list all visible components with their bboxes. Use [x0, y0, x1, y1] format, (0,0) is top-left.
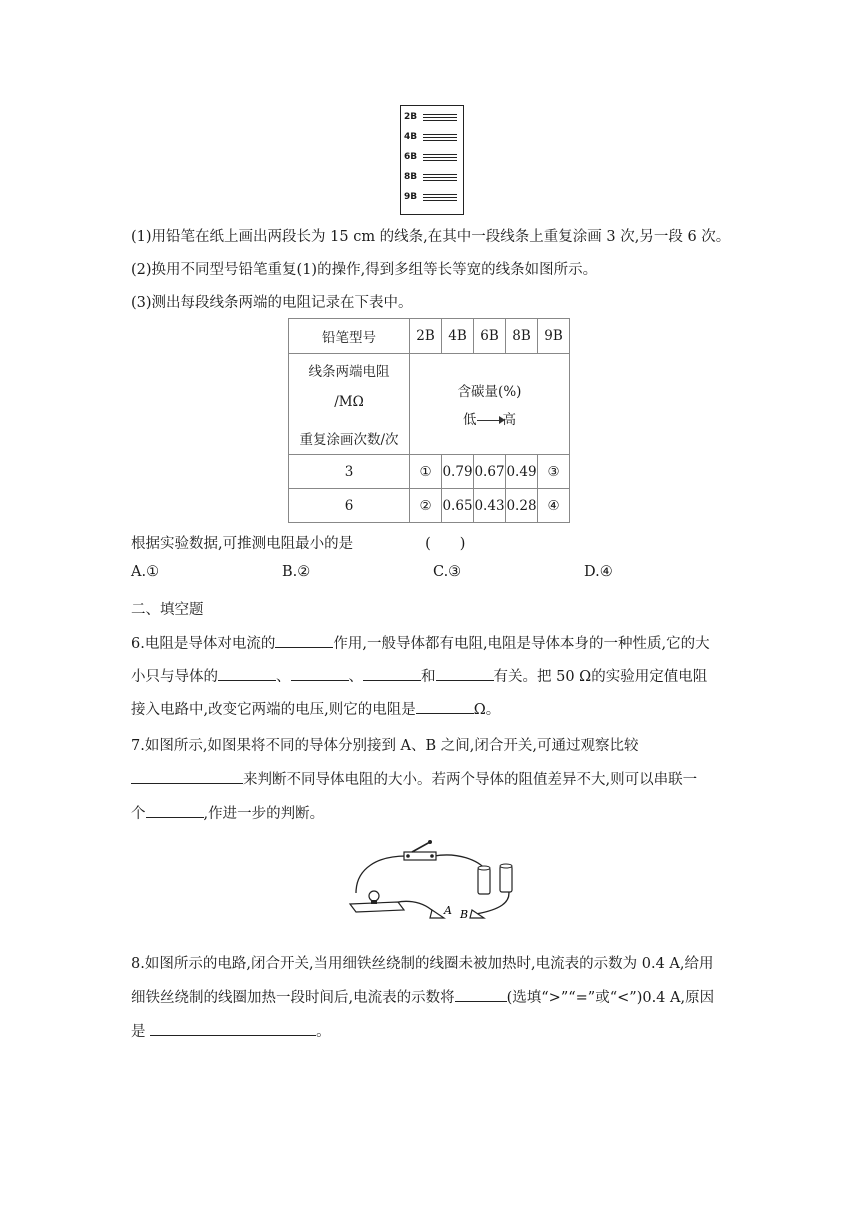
value-cell: ④ [538, 489, 570, 523]
q6-blank-4[interactable] [363, 665, 421, 681]
pencil-row-label: 2B [404, 112, 418, 122]
q6-text: 6.电阻是导体对电流的 [131, 636, 276, 652]
step-3: (3)测出每段线条两端的电阻记录在下表中。 [131, 295, 413, 311]
step-1: (1)用铅笔在纸上画出两段长为 15 cm 的线条,在其中一段线条上重复涂画 3 次,另一段 6 次。 [131, 229, 731, 245]
pencil-strokes [423, 154, 457, 163]
q6-line3 [131, 698, 500, 719]
times-cell: 6 [289, 489, 410, 523]
row-header-line3: 重复涂画次数/次 [299, 432, 399, 448]
q6-blank-6[interactable] [416, 698, 474, 714]
q6-text: 作用,一般导体都有电阻,电阻是导体本身的一种性质,它的大 [333, 636, 710, 652]
q7-blank-1[interactable] [131, 768, 243, 784]
model-6b: 6B [474, 319, 506, 354]
times-cell: 3 [289, 455, 410, 489]
value-cell: 0.67 [474, 455, 506, 489]
table-row [289, 489, 570, 523]
value-cell: ① [410, 455, 442, 489]
section-title: 二、填空题 [131, 602, 204, 618]
q6-text: 有关。把 50 Ω的实验用定值电阻 [493, 669, 708, 685]
pencil-row-label: 8B [404, 172, 418, 182]
model-9b: 9B [538, 319, 570, 354]
carbon-high: 高 [502, 412, 516, 428]
model-4b: 4B [442, 319, 474, 354]
model-2b: 2B [410, 319, 442, 354]
q5-answer-paren: ( ) [425, 536, 466, 552]
q7-blank-2[interactable] [146, 802, 204, 818]
q8-text: 细铁丝绕制的线圈加热一段时间后,电流表的示数将 [131, 990, 455, 1006]
resistance-table [288, 318, 570, 523]
pencil-row-label: 9B [404, 192, 418, 202]
carbon-content-cell [410, 354, 570, 455]
table-col-header: 铅笔型号 [289, 319, 410, 354]
q8-text: (选填“>”“=”或“<”)0.4 A,原因 [506, 990, 715, 1006]
circuit-drawing [348, 838, 528, 924]
row-header-line2: /MΩ [334, 394, 364, 410]
q6-sep: 、 [348, 669, 363, 685]
value-cell: ② [410, 489, 442, 523]
terminal-b-label: B [460, 908, 469, 921]
q6-sep: 、 [276, 669, 291, 685]
step-2: (2)换用不同型号铅笔重复(1)的操作,得到多组等长等宽的线条如图所示。 [131, 262, 598, 278]
q6-blank-5[interactable] [436, 665, 494, 681]
q5-stem-text: 根据实验数据,可推测电阻最小的是 [131, 536, 354, 552]
q8-line1: 8.如图所示的电路,闭合开关,当用细铁丝绕制的线圈未被加热时,电流表的示数为 0.4 A,给用 [131, 956, 714, 972]
arrow-right-icon [477, 420, 503, 421]
pencil-strokes [423, 194, 457, 203]
pencil-row-label: 4B [404, 132, 418, 142]
q7-text: 来判断不同导体电阻的大小。若两个导体的阻值差异不大,则可以串联一 [243, 772, 698, 788]
q7-text: ,作进一步的判断。 [203, 806, 325, 822]
q5-option-a[interactable]: A.① [131, 564, 160, 580]
value-cell: 0.65 [442, 489, 474, 523]
value-cell: 0.49 [506, 455, 538, 489]
q5-option-c[interactable]: C.③ [433, 564, 462, 580]
pencil-strokes [423, 174, 457, 183]
carbon-label: 含碳量(%) [457, 384, 522, 400]
q8-text: 。 [316, 1024, 331, 1040]
q8-line2 [131, 986, 714, 1007]
pencil-strokes [423, 114, 457, 123]
q8-blank-1[interactable] [455, 986, 507, 1002]
q6-line2 [131, 665, 707, 686]
pencil-row-label: 6B [404, 152, 418, 162]
q7-line3 [131, 802, 324, 823]
pencil-strokes [423, 134, 457, 143]
q8-text: 是 [131, 1024, 151, 1040]
model-8b: 8B [506, 319, 538, 354]
q6-text: Ω。 [473, 702, 501, 718]
q8-line3 [131, 1020, 331, 1041]
q6-blank-3[interactable] [291, 665, 349, 681]
table-row [289, 455, 570, 489]
q7-text: 个 [131, 806, 146, 822]
terminal-a-label: A [444, 904, 452, 917]
value-cell: 0.43 [474, 489, 506, 523]
q5-option-d[interactable]: D.④ [584, 564, 613, 580]
q8-blank-2[interactable] [150, 1020, 316, 1036]
q6-and: 和 [421, 669, 436, 685]
value-cell: 0.28 [506, 489, 538, 523]
value-cell: 0.79 [442, 455, 474, 489]
q6-line1 [131, 632, 710, 653]
carbon-low: 低 [463, 412, 477, 428]
q6-blank-1[interactable] [275, 632, 333, 648]
value-cell: ③ [538, 455, 570, 489]
pencil-lines-figure [400, 105, 464, 215]
circuit-figure [348, 838, 528, 924]
q5-option-b[interactable]: B.② [282, 564, 311, 580]
q6-text: 小只与导体的 [131, 669, 218, 685]
q7-line1: 7.如图所示,如图果将不同的导体分别接到 A、B 之间,闭合开关,可通过观察比较 [131, 738, 639, 754]
table-row-header [289, 354, 410, 455]
q5-stem [131, 532, 465, 553]
q6-text: 接入电路中,改变它两端的电压,则它的电阻是 [131, 702, 416, 718]
carbon-scale [410, 408, 569, 428]
q6-blank-2[interactable] [218, 665, 276, 681]
row-header-line1: 线条两端电阻 [308, 364, 390, 380]
q7-line2 [131, 768, 697, 789]
